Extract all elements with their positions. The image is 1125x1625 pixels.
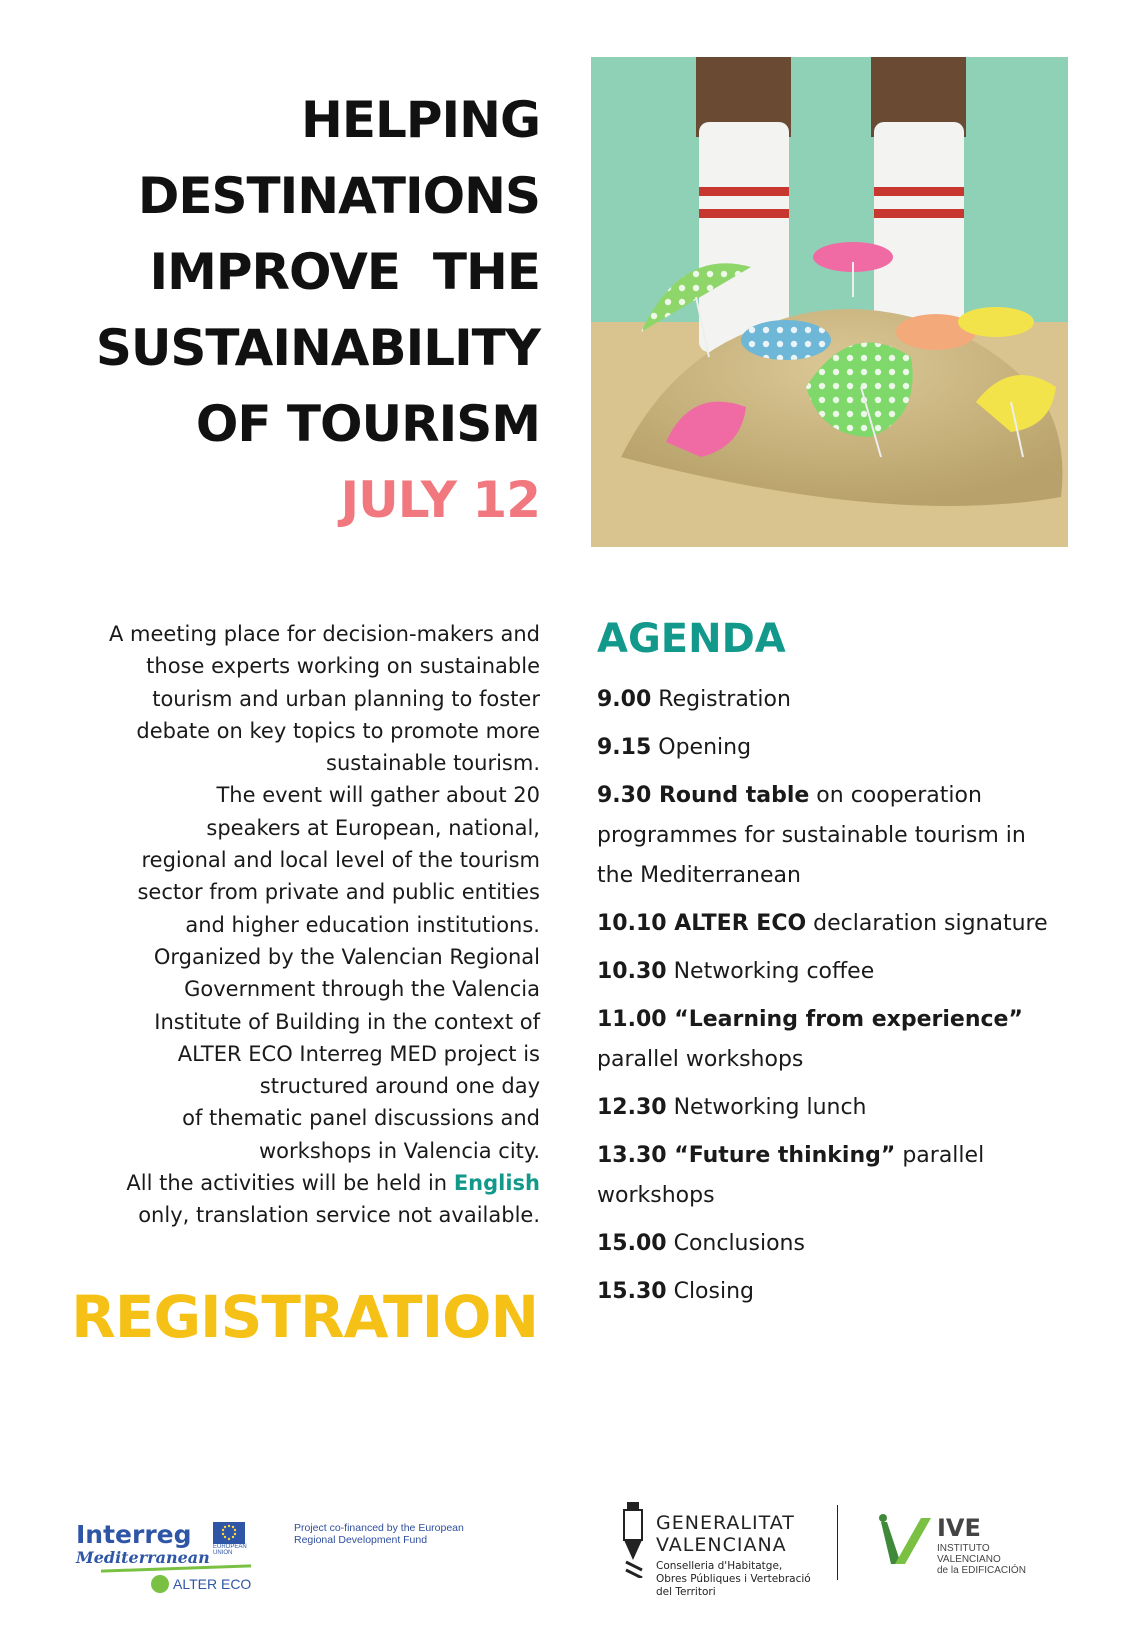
agenda-text: Networking lunch [666,1095,867,1120]
agenda-item [597,776,1067,896]
agenda-text: Conclusions [666,1231,805,1256]
agenda-text: declaration signature [806,911,1048,936]
leaf-icon [151,1575,169,1593]
title-line: HELPING [301,91,540,149]
agenda-highlight: “Future thinking” [666,1143,896,1168]
description-line: and higher education institutions. [185,912,540,937]
generalitat-valenciana-logo [618,1500,838,1605]
description-line: speakers at European, national, [206,815,540,840]
agenda-item [597,904,1067,944]
agenda-text: on cooperation programmes for sustainable tourism in the Mediterranean [597,783,1026,888]
ive-name: INSTITUTO VALENCIANO [937,1543,1001,1565]
cofinanced-note [294,1522,514,1546]
language-line [60,1167,540,1199]
description-line: tourism and urban planning to foster [152,686,540,711]
gva-name: VALENCIANA [656,1534,787,1556]
description-line: structured around one day [259,1074,540,1099]
title-line: SUSTAINABILITY [95,319,540,377]
agenda-time: 13.30 [597,1143,667,1168]
mediterranean-wordmark: Mediterranean [76,1548,210,1567]
agenda-text: Opening [651,735,752,760]
description-line: Organized by the Valencian Regional [153,944,540,969]
agenda-highlight: Round table [651,783,810,808]
agenda-time: 15.00 [597,1231,667,1256]
gva-name: GENERALITAT [656,1512,795,1534]
language-highlight: English [453,1171,540,1196]
event-description [60,618,540,1232]
interreg-logo [76,1520,266,1595]
agenda-text: parallel workshops [597,1047,804,1072]
language-suffix: only, translation service not available. [138,1203,540,1228]
registration-link[interactable]: REGISTRATION [71,1283,538,1351]
agenda-text: Registration [651,687,791,712]
event-title [60,82,540,538]
agenda-item [597,952,1067,992]
description-line: sector from private and public entities [137,880,540,905]
description-line: Institute of Building in the context of [154,1009,540,1034]
gva-department: del Territori [656,1586,716,1598]
agenda-time: 9.00 [597,687,652,712]
agenda-time: 12.30 [597,1095,667,1120]
agenda-text: Networking coffee [666,959,875,984]
description-line: of thematic panel discussions and [182,1106,540,1131]
agenda-time: 9.15 [597,735,652,760]
agenda-time: 15.30 [597,1279,667,1304]
coat-of-arms-icon [618,1500,648,1578]
language-prefix: All the activities will be held in [126,1171,448,1196]
socks-sand-umbrellas-photo [591,57,1068,547]
gva-department: Obres Públiques i Vertebració [656,1573,811,1585]
description-line: The event will gather about 20 [216,783,540,808]
description-line: regional and local level of the tourism [141,848,540,873]
ive-acronym: IVE [937,1514,981,1542]
ive-name: de la EDIFICACIÓN [937,1565,1026,1576]
agenda-time: 10.30 [597,959,667,984]
title-line: OF TOURISM [195,395,540,453]
logo-divider [837,1505,838,1580]
agenda-text: Closing [666,1279,755,1304]
interreg-wordmark: Interreg [76,1520,192,1549]
agenda-text: parallel workshops [597,1143,985,1208]
agenda-item [597,1224,1067,1264]
description-line: A meeting place for decision-makers and [108,622,540,646]
agenda-time: 9.30 [597,783,652,808]
cofinanced-line: Project co-financed by the European [294,1522,464,1534]
agenda-item [597,1272,1067,1312]
agenda-heading: AGENDA [597,616,786,662]
agenda-item [597,680,1067,720]
agenda-highlight: “Learning from experience” [666,1007,1023,1032]
eu-flag-icon [213,1522,245,1544]
agenda-list [597,680,1067,1320]
event-date: JULY 12 [340,471,540,529]
alter-eco-wordmark: ALTER ECO [173,1576,252,1592]
ive-logo [875,1512,1055,1576]
title-line: IMPROVE THE [149,243,540,301]
gva-department: Conselleria d'Habitatge, [656,1560,783,1572]
description-line: those experts working on sustainable [146,654,540,679]
cofinanced-line: Regional Development Fund [294,1534,428,1546]
agenda-highlight: ALTER ECO [666,911,807,936]
agenda-item [597,1136,1067,1216]
description-line: ALTER ECO Interreg MED project is [177,1041,540,1066]
ive-mark-icon [875,1512,931,1568]
agenda-item [597,728,1067,768]
agenda-item [597,1088,1067,1128]
description-line: debate on key topics to promote more [136,718,540,743]
agenda-time: 11.00 [597,1007,667,1032]
description-line: Government through the Valencia [184,977,540,1002]
eu-caption: EUROPEAN UNION [213,1544,247,1556]
agenda-time: 10.10 [597,911,667,936]
agenda-item [597,1000,1067,1080]
description-line: sustainable tourism. [326,751,540,776]
description-line: workshops in Valencia city. [259,1138,540,1163]
title-line: DESTINATIONS [137,167,540,225]
